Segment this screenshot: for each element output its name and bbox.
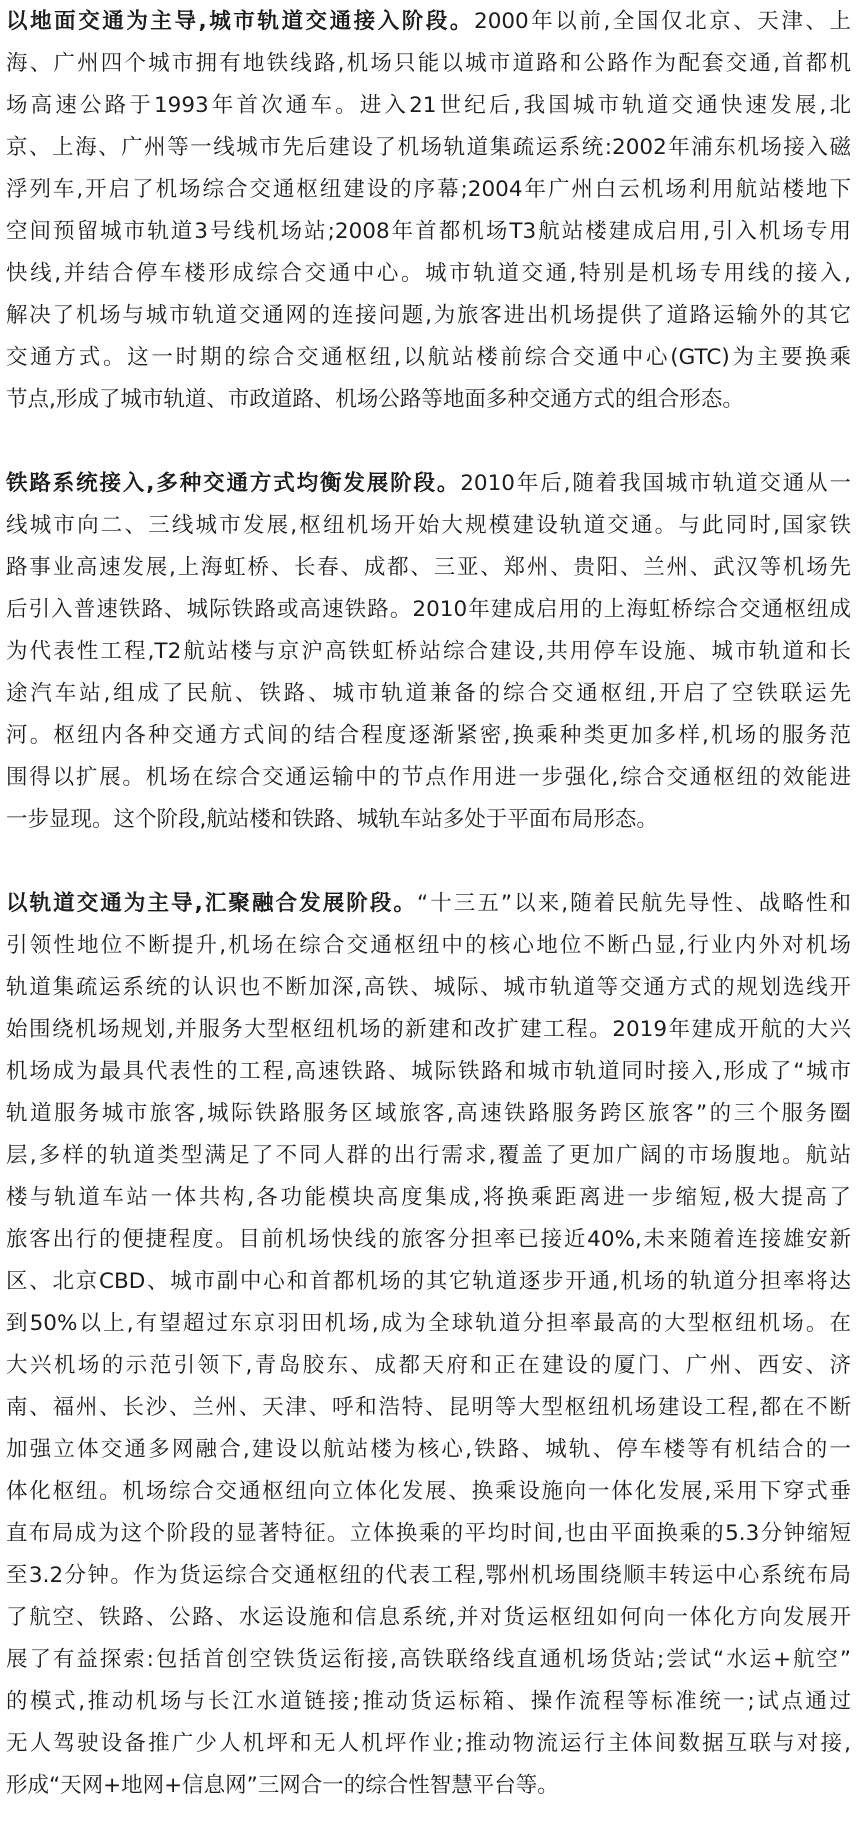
text-line: 京、上海、广州等一线城市先后建设了机场轨道集疏运系统:2002年浦东机场接入磁 [6, 135, 851, 160]
text-line: 河。枢纽内各种交通方式间的结合程度逐渐紧密,换乘种类更加多样,机场的服务范 [6, 723, 851, 748]
text-line: 浮列车,开启了机场综合交通枢纽建设的序幕;2004年广州白云机场利用航站楼地下 [6, 177, 851, 202]
text-line: 解决了机场与城市轨道交通网的连接问题,为旅客进出机场提供了道路运输外的其它 [6, 303, 851, 328]
text-line: 交通方式。这一时期的综合交通枢纽,以航站楼前综合交通中心(GTC)为主要换乘 [6, 345, 851, 370]
text-line: 机场成为最具代表性的工程,高速铁路、城际铁路和城市轨道同时接入,形成了“城市 [6, 1059, 851, 1084]
text-line: 为代表性工程,T2航站楼与京沪高铁虹桥站综合建设,共用停车设施、城市轨道和长 [6, 639, 851, 664]
text-line: 始围绕机场规划,并服务大型枢纽机场的新建和改扩建工程。2019年建成开航的大兴 [6, 1017, 851, 1042]
text-line: 直布局成为这个阶段的显著特征。立体换乘的平均时间,也由平面换乘的5.3分钟缩短 [6, 1521, 851, 1546]
paragraph-ground-transport-stage [6, 1, 851, 421]
text-line: 场高速公路于1993年首次通车。进入21世纪后,我国城市轨道交通快速发展,北 [6, 93, 851, 118]
text-line: 加强立体交通多网融合,建设以航站楼为核心,铁路、城轨、停车楼等有机结合的一 [6, 1437, 851, 1462]
text-line: 大兴机场的示范引领下,青岛胶东、成都天府和正在建设的厦门、广州、西安、济 [6, 1353, 851, 1378]
text-line: 体化枢纽。机场综合交通枢纽向立体化发展、换乘设施向一体化发展,采用下穿式垂 [6, 1479, 851, 1504]
text-line: 至3.2分钟。作为货运综合交通枢纽的代表工程,鄂州机场围绕顺丰转运中心系统布局 [6, 1563, 851, 1588]
text-line: 线城市向二、三线城市发展,枢纽机场开始大规模建设轨道交通。与此同时,国家铁 [6, 513, 851, 538]
text-line [6, 1, 851, 43]
text-line: 围得以扩展。机场在综合交通运输中的节点作用进一步强化,综合交通枢纽的效能进 [6, 765, 851, 790]
text-line: 轨道集疏运系统的认识也不断加深,高铁、城际、城市轨道等交通方式的规划选线开 [6, 975, 851, 1000]
text-line: 层,多样的轨道类型满足了不同人群的出行需求,覆盖了更加广阔的市场腹地。航站 [6, 1143, 851, 1168]
paragraph-heading: 铁路系统接入,多种交通方式均衡发展阶段。 [6, 471, 461, 496]
paragraph-text: “十三五”以来,随着民航先导性、战略性和 [416, 891, 851, 916]
paragraph-heading: 以地面交通为主导,城市轨道交通接入阶段。 [6, 9, 475, 34]
text-line: 海、广州四个城市拥有地铁线路,机场只能以城市道路和公路作为配套交通,首都机 [6, 51, 851, 76]
paragraph-text: 2010年后,随着我国城市轨道交通从一 [460, 471, 851, 496]
text-line: 旅客出行的便捷程度。目前机场快线的旅客分担率已接近40%,未来随着连接雄安新 [6, 1227, 851, 1252]
text-line: 到50%以上,有望超过东京羽田机场,成为全球轨道分担率最高的大型枢纽机场。在 [6, 1311, 851, 1336]
text-line: 区、北京CBD、城市副中心和首都机场的其它轨道逐步开通,机场的轨道分担率将达 [6, 1269, 851, 1294]
text-line: 楼与轨道车站一体共构,各功能模块高度集成,将换乘距离进一步缩短,极大提高了 [6, 1185, 851, 1210]
paragraph-railway-access-stage [6, 463, 851, 841]
text-line: 途汽车站,组成了民航、铁路、城市轨道兼备的综合交通枢纽,开启了空铁联运先 [6, 681, 851, 706]
text-line: 节点,形成了城市轨道、市政道路、机场公路等地面多种交通方式的组合形态。 [6, 387, 744, 412]
text-line: 南、福州、长沙、兰州、天津、呼和浩特、昆明等大型枢纽机场建设工程,都在不断 [6, 1395, 851, 1420]
text-line [6, 463, 851, 505]
text-line [6, 883, 851, 925]
paragraph-heading: 以轨道交通为主导,汇聚融合发展阶段。 [6, 891, 417, 916]
text-line: 形成“天网+地网+信息网”三网合一的综合性智慧平台等。 [6, 1773, 559, 1798]
text-line: 展了有益探索:包括首创空铁货运衔接,高铁联络线直通机场货站;尝试“水运+航空” [6, 1647, 851, 1672]
text-line: 轨道服务城市旅客,城际铁路服务区域旅客,高速铁路服务跨区旅客”的三个服务圈 [6, 1101, 851, 1126]
text-line: 了航空、铁路、公路、水运设施和信息系统,并对货运枢纽如何向一体化方向发展开 [6, 1605, 851, 1630]
text-line: 后引入普速铁路、城际铁路或高速铁路。2010年建成启用的上海虹桥综合交通枢纽成 [6, 597, 851, 622]
text-line: 的模式,推动机场与长江水道链接;推动货运标箱、操作流程等标准统一;试点通过 [6, 1689, 851, 1714]
text-line: 快线,并结合停车楼形成综合交通中心。城市轨道交通,特别是机场专用线的接入, [6, 261, 851, 286]
paragraph-rail-transit-led-stage [6, 883, 851, 1807]
paragraph-text: 2000年以前,全国仅北京、天津、上 [474, 9, 851, 34]
text-line: 无人驾驶设备推广少人机坪和无人机坪作业;推动物流运行主体间数据互联与对接, [6, 1731, 851, 1756]
text-line: 一步显现。这个阶段,航站楼和铁路、城轨车站多处于平面布局形态。 [6, 807, 658, 832]
text-line: 路事业高速发展,上海虹桥、长春、成都、三亚、郑州、贵阳、兰州、武汉等机场先 [6, 555, 851, 580]
text-line: 空间预留城市轨道3号线机场站;2008年首都机场T3航站楼建成启用,引入机场专用 [6, 219, 851, 244]
text-line: 引领性地位不断提升,机场在综合交通枢纽中的核心地位不断凸显,行业内外对机场 [6, 933, 851, 958]
